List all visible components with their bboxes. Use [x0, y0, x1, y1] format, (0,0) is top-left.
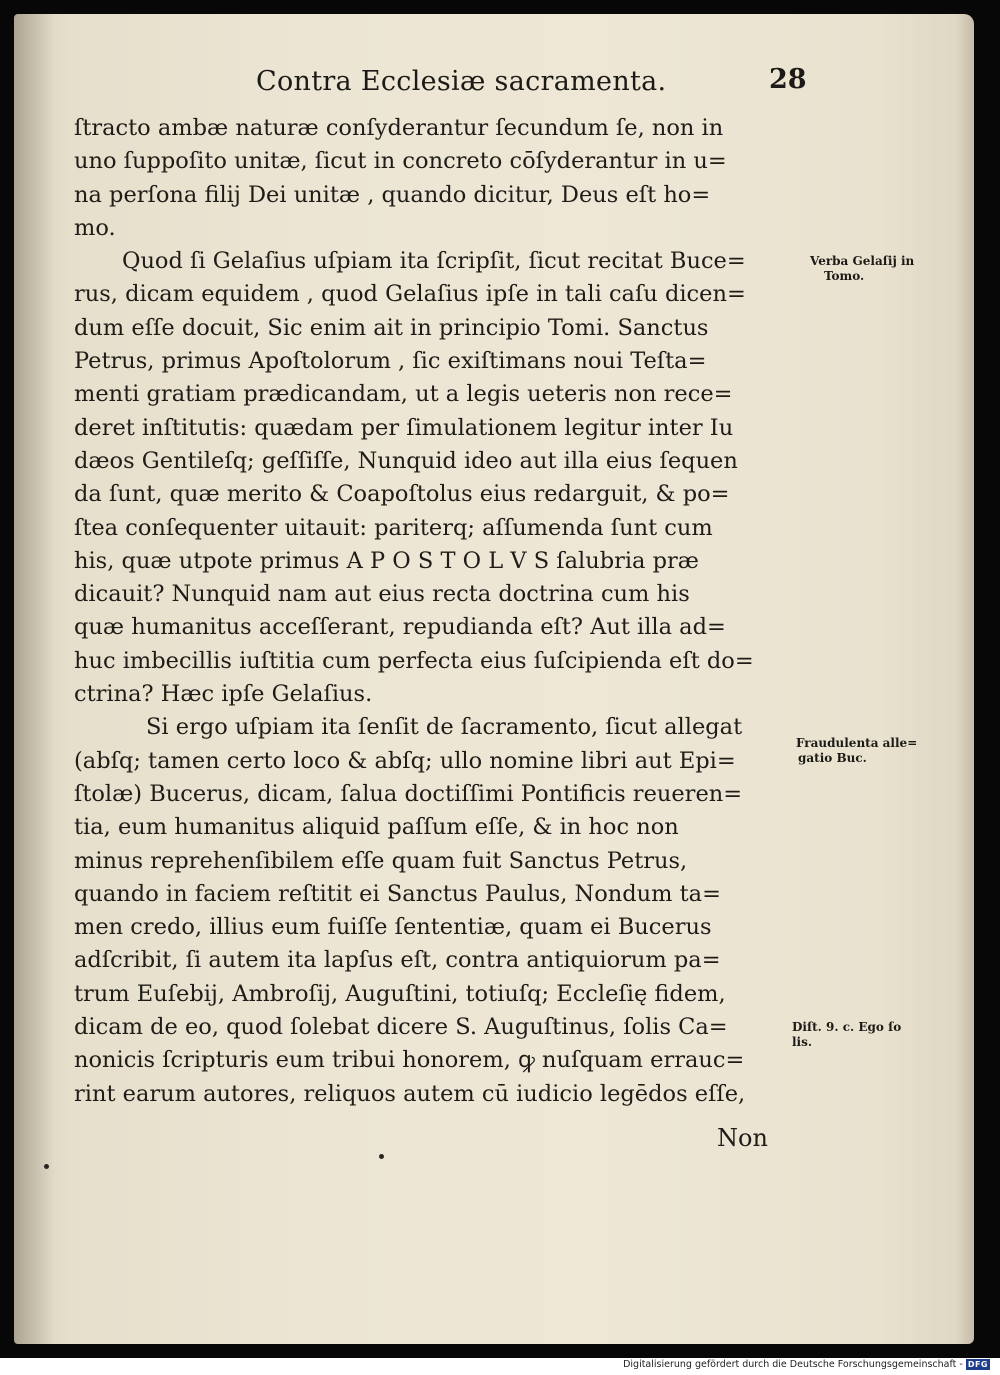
text-line: dæos Gentileſq; geſſiſſe, Nunquid ideo aut illa eius ſequen: [74, 447, 738, 474]
folio-number: 28: [769, 64, 807, 95]
text-line: ſtracto ambæ naturæ conſyderantur ſecundum ſe, non in: [74, 115, 724, 141]
text-line: quæ humanitus acceſſerant, repudianda eſt? Aut illa ad=: [74, 614, 726, 641]
text-line: rus, dicam equidem , quod Gelaſius ipſe in tali caſu dicen=: [74, 281, 746, 308]
paragraph-start-line: Quod ſi Gelaſius uſpiam ita ſcripſit, ſicut recitat Buce=: [122, 248, 746, 275]
marginal-note-dist: [792, 1020, 901, 1050]
text-line: dum eſſe docuit, Sic enim ait in principio Tomi. Sanctus: [74, 314, 709, 341]
marginal-note-line: gatio Buc.: [798, 751, 867, 765]
text-line: na perſona filij Dei unitæ , quando dicitur, Deus eſt ho=: [74, 181, 711, 208]
marginal-note-line: Diſt. 9. c. Ego ſo: [792, 1020, 902, 1034]
text-line: minus reprehenſibilem eſſe quam fuit Sanctus Petrus,: [74, 847, 688, 874]
text-line: da ſunt, quæ merito & Coapoſtolus eius redarguit, & po=: [74, 481, 730, 508]
text-line: Petrus, primus Apoſtolorum , ſic exiſtimans noui Teſta=: [74, 348, 707, 375]
paragraph-start-line: Si ergo uſpiam ita ſenſit de ſacramento, ſicut allegat: [146, 714, 743, 741]
book-page: [14, 14, 974, 1344]
ink-speck: [379, 1154, 384, 1159]
text-line: tia, eum humanitus aliquid paſſum eſſe, & in hoc non: [74, 814, 679, 841]
text-line: quando in faciem reſtitit ei Sanctus Paulus, Nondum ta=: [74, 880, 721, 907]
text-line: ſtolæ) Bucerus, dicam, ſalua doctiſſimi Pontificis reueren=: [74, 780, 743, 807]
text-line: nonicis ſcripturis eum tribui honorem, ꝙ nuſquam errauc=: [74, 1047, 745, 1074]
gutter-shadow: [14, 14, 54, 1344]
text-line: mo.: [74, 214, 116, 241]
text-line: deret inſtitutis: quædam per ſimulationem legitur inter Iu: [74, 414, 734, 441]
text-line: dicam de eo, quod ſolebat dicere S. Auguſtinus, ſolis Ca=: [74, 1014, 728, 1041]
marginal-note-line: Tomo.: [824, 269, 865, 283]
text-line: trum Euſebij, Ambroſij, Auguſtini, totiuſq; Eccleſię fidem,: [74, 980, 726, 1007]
text-line: adſcribit, ſi autem ita lapſus eſt, contra antiquiorum pa=: [74, 947, 721, 974]
text-line: rint earum autores, reliquos autem cū iudicio legēdos eſſe,: [74, 1080, 746, 1107]
catchword: Non: [717, 1124, 768, 1152]
marginal-note-line: lis.: [792, 1035, 813, 1049]
text-line: ſtea conſequenter uitauit: pariterq; aſſumenda ſunt cum: [74, 514, 713, 541]
text-line: his, quæ utpote primus A P O S T O L V S ſalubria præ: [74, 547, 699, 574]
text-line: men credo, illius eum fuiſſe ſententiæ, quam ei Bucerus: [74, 914, 712, 941]
marginal-note-verba-gelasii: [810, 254, 914, 284]
page-edge: [956, 14, 974, 1344]
digitization-credit: [623, 1359, 990, 1370]
text-line: dicauit? Nunquid nam aut eius recta doctrina cum his: [74, 581, 690, 608]
text-line: menti gratiam prædicandam, ut a legis ueteris non rece=: [74, 381, 733, 408]
dfg-logo: DFG: [967, 1360, 988, 1369]
text-line: ctrina? Hæc ipſe Gelaſius.: [74, 681, 373, 708]
ink-speck: [44, 1164, 49, 1169]
text-line: (abſq; tamen certo loco & abſq; ullo nomine libri aut Epi=: [74, 747, 736, 774]
marginal-note-fraudulenta: [796, 736, 917, 766]
text-line: huc imbecillis iuſtitia cum perfecta eius ſuſcipienda eſt do=: [74, 647, 754, 674]
running-head: Contra Ecclesiæ sacramenta.: [256, 66, 667, 97]
marginal-note-line: Fraudulenta alle=: [796, 736, 918, 750]
credit-text: Digitalisierung gefördert durch die Deutsche Forschungsgemeinschaft -: [623, 1359, 963, 1370]
main-text-block: [74, 112, 814, 1111]
marginal-note-line: Verba Gelaſij in: [810, 254, 915, 268]
text-line: uno ſuppoſito unitæ, ſicut in concreto cōſyderantur in u=: [74, 148, 727, 175]
